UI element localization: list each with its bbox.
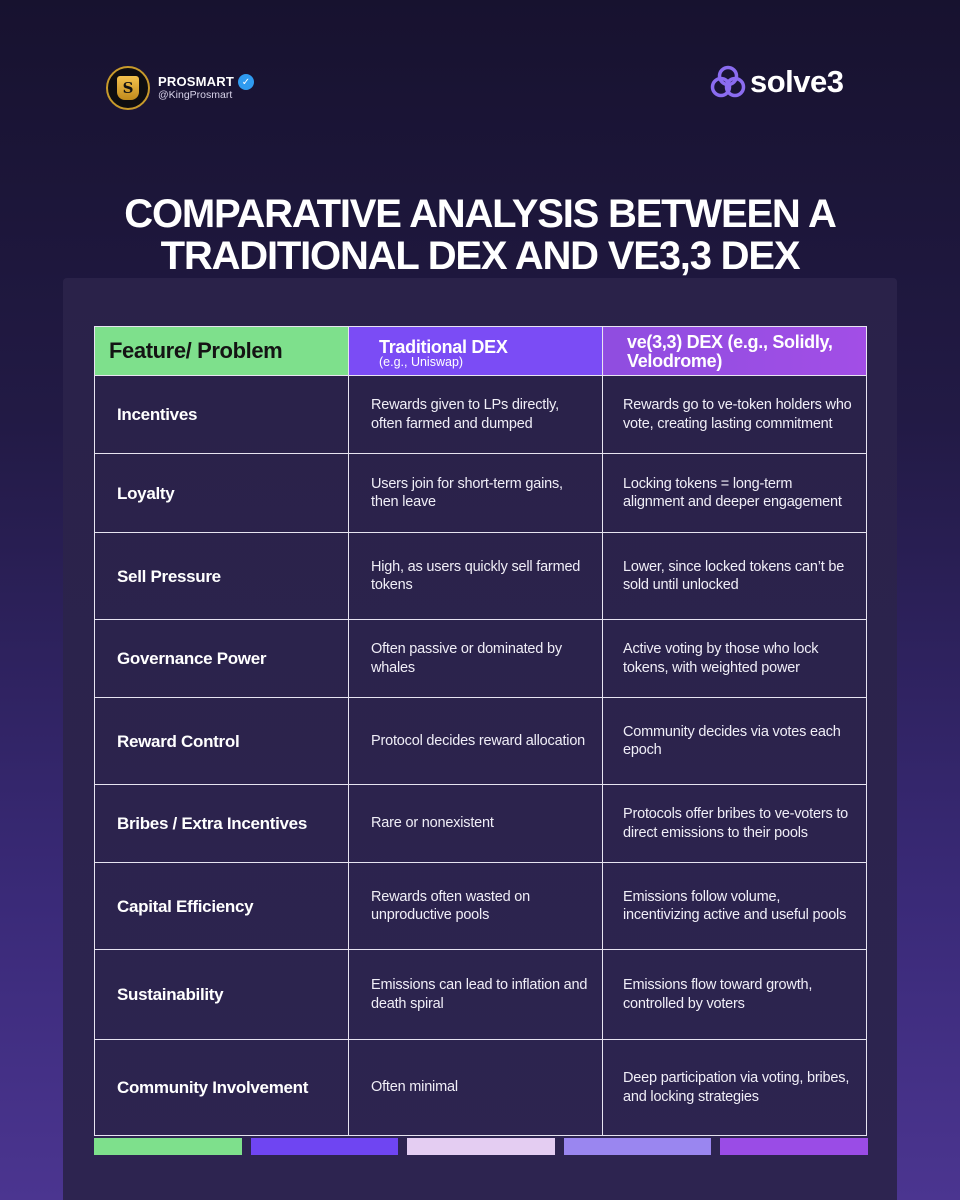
solve3-logo xyxy=(710,64,844,100)
feature-cell: Sell Pressure xyxy=(95,533,349,620)
traditional-cell: Rare or nonexistent xyxy=(349,785,603,863)
header-feature: Feature/ Problem xyxy=(95,327,349,376)
header-ve33-title: ve(3,3) DEX (e.g., Solidly, Velodrome) xyxy=(627,332,833,371)
table-row xyxy=(95,950,867,1040)
traditional-cell: Users join for short-term gains, then leave xyxy=(349,454,603,533)
verified-check-icon: ✓ xyxy=(238,74,254,90)
triple-ring-icon xyxy=(710,65,746,99)
traditional-cell: Protocol decides reward allocation xyxy=(349,698,603,785)
color-bars xyxy=(94,1138,868,1156)
traditional-cell: Emissions can lead to inflation and death spiral xyxy=(349,950,603,1040)
color-bar xyxy=(94,1138,242,1155)
traditional-cell: Often minimal xyxy=(349,1040,603,1136)
table-row xyxy=(95,1040,867,1136)
table-row xyxy=(95,454,867,533)
header-traditional-subtitle: (e.g., Uniswap) xyxy=(379,355,464,369)
header-traditional-title: Traditional DEX xyxy=(379,337,508,357)
table-row xyxy=(95,863,867,950)
color-bar xyxy=(564,1138,712,1155)
ve33-cell: Active voting by those who lock tokens, with weighted power xyxy=(603,620,867,698)
author-name: PROSMART xyxy=(158,74,234,90)
traditional-cell: High, as users quickly sell farmed tokens xyxy=(349,533,603,620)
ve33-cell: Emissions follow volume, incentivizing active and useful pools xyxy=(603,863,867,950)
feature-cell: Community Involvement xyxy=(95,1040,349,1136)
traditional-cell: Often passive or dominated by whales xyxy=(349,620,603,698)
table-row xyxy=(95,698,867,785)
ve33-cell: Deep participation via voting, bribes, and locking strategies xyxy=(603,1040,867,1136)
ve33-cell: Lower, since locked tokens can’t be sold until unlocked xyxy=(603,533,867,620)
header-traditional xyxy=(349,327,603,376)
comparison-table xyxy=(94,326,867,1136)
ve33-cell: Protocols offer bribes to ve-voters to direct emissions to their pools xyxy=(603,785,867,863)
ve33-cell: Emissions flow toward growth, controlled by voters xyxy=(603,950,867,1040)
color-bar xyxy=(251,1138,399,1155)
color-bar xyxy=(407,1138,555,1155)
ve33-cell: Rewards go to ve-token holders who vote, creating lasting commitment xyxy=(603,376,867,454)
logo-text: solve3 xyxy=(750,64,844,99)
table-header-row xyxy=(95,327,867,376)
feature-cell: Reward Control xyxy=(95,698,349,785)
ve33-cell: Community decides via votes each epoch xyxy=(603,698,867,785)
avatar-logo-mark: S xyxy=(117,76,139,100)
author-badge[interactable] xyxy=(106,66,254,110)
ve33-cell: Locking tokens = long-term alignment and deeper engagement xyxy=(603,454,867,533)
table-row xyxy=(95,785,867,863)
feature-cell: Loyalty xyxy=(95,454,349,533)
header-ve33 xyxy=(603,327,867,376)
color-bar xyxy=(720,1138,868,1155)
author-handle: @KingProsmart xyxy=(158,89,233,102)
feature-cell: Capital Efficiency xyxy=(95,863,349,950)
page-title: COMPARATIVE ANALYSIS BETWEEN A TRADITIONAL DEX AND VE3,3 DEX xyxy=(124,192,836,278)
traditional-cell: Rewards often wasted on unproductive pools xyxy=(349,863,603,950)
table-row xyxy=(95,620,867,698)
avatar xyxy=(106,66,150,110)
traditional-cell: Rewards given to LPs directly, often farmed and dumped xyxy=(349,376,603,454)
feature-cell: Bribes / Extra Incentives xyxy=(95,785,349,863)
feature-cell: Incentives xyxy=(95,376,349,454)
table-row xyxy=(95,376,867,454)
table-row xyxy=(95,533,867,620)
feature-cell: Sustainability xyxy=(95,950,349,1040)
feature-cell: Governance Power xyxy=(95,620,349,698)
